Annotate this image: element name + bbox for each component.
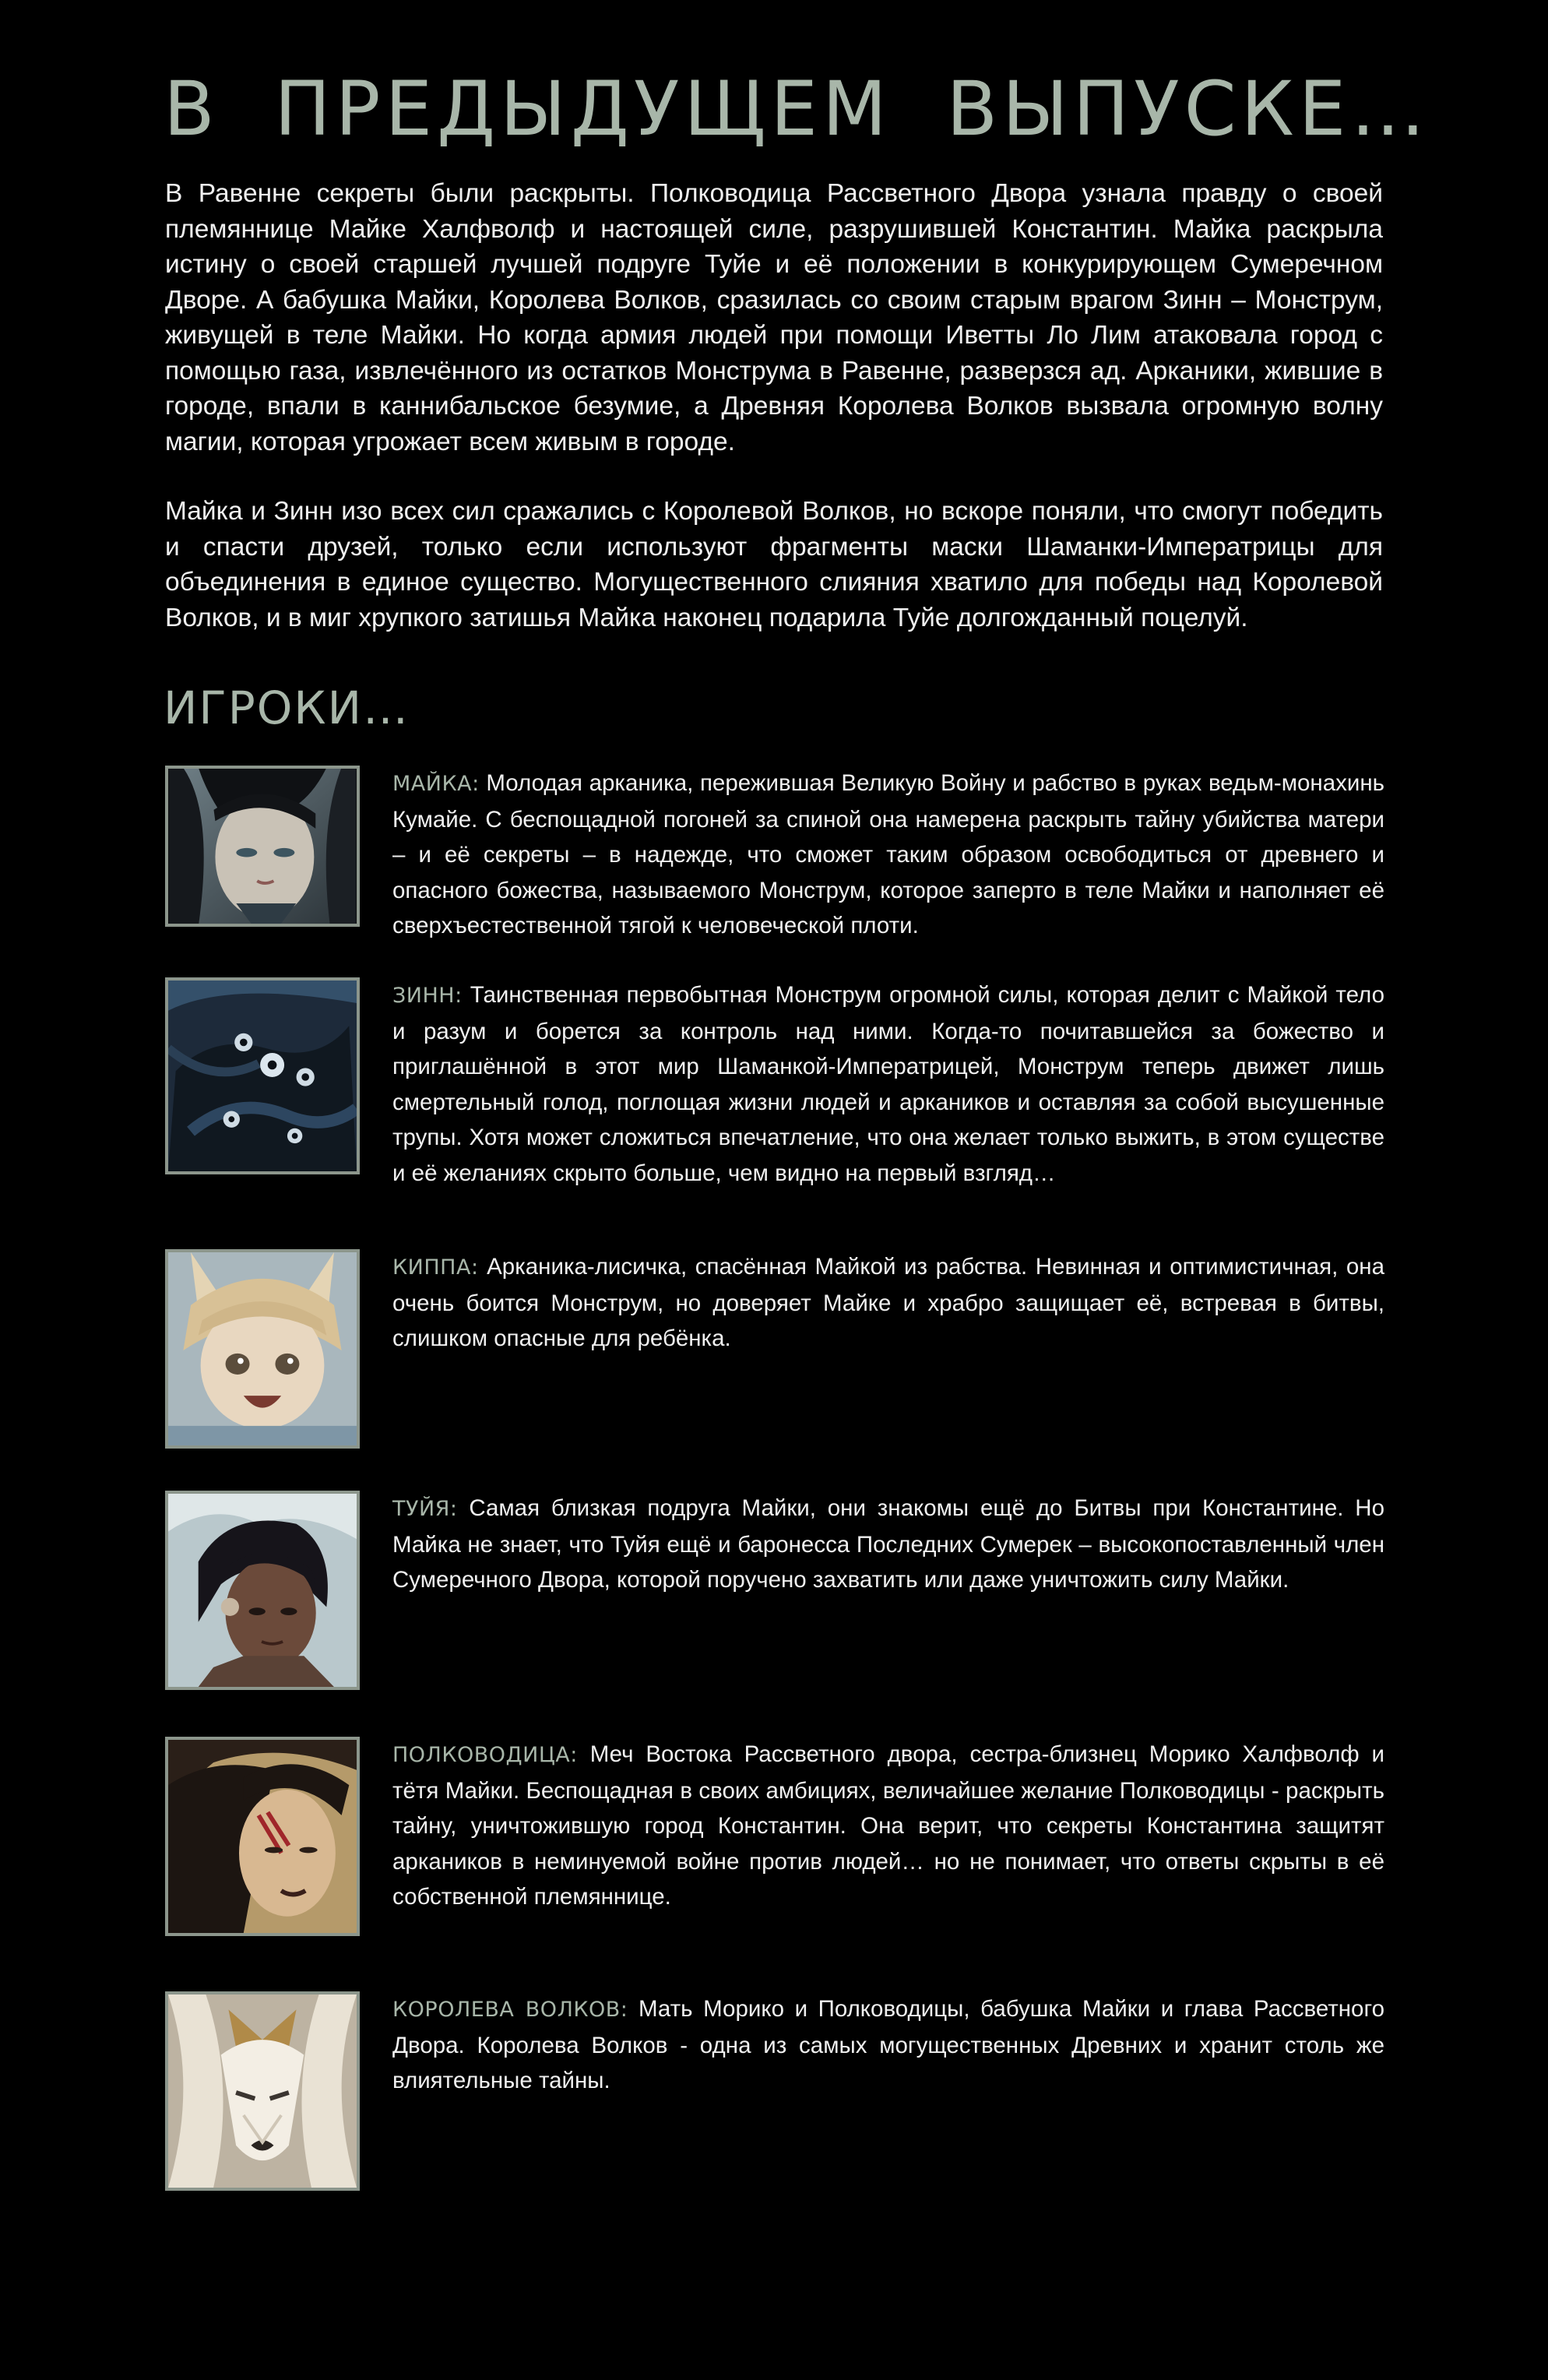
portrait-kippa	[165, 1249, 360, 1449]
player-text-kippa: Арканика-лисичка, спасённая Майкой из рабства. Невинная и оптимистичная, она очень боится Монструм, но доверяет Майке и храбро защищает её, встревая в битвы, слишком опасные для ребёнка.	[392, 1254, 1384, 1351]
portrait-wolf-queen-image	[168, 1994, 357, 2188]
player-text-tuiya: Самая близкая подруга Майки, они знакомы ещё до Битвы при Константине. Но Майка не знает, что Туйя ещё и баронесса Последних Сумерек – высокопоставленный член Сумеречного Двора, которой поручено захватить или даже уничтожить силу Майки.	[392, 1495, 1384, 1593]
portrait-wolf-queen	[165, 1991, 360, 2191]
player-description-polkovoditsa	[392, 1737, 1384, 1915]
player-description-kippa	[392, 1249, 1384, 1357]
player-name-tuiya: ТУЙЯ:	[392, 1497, 458, 1521]
player-description-wolf-queen	[392, 1991, 1384, 2099]
portrait-maika-image	[168, 769, 357, 924]
portrait-zinn	[165, 977, 360, 1174]
portrait-polkovoditsa	[165, 1737, 360, 1936]
player-name-polkovoditsa: ПОЛКОВОДИЦА:	[392, 1743, 578, 1767]
player-text-maika: Молодая арканика, пережившая Великую Войну и рабство в руках ведьм-монахинь Кумайе. С беспощадной погоней за спиной она намерена раскрыть тайну убийства матери – и её секреты – в надежде, что сможет таким образом освободиться от древнего и опасного божества, называемого Монструм, которое заперто в теле Майки и наполняет её сверхъестественной тягой к человеческой плоти.	[392, 770, 1385, 938]
player-description-maika	[392, 766, 1384, 944]
players-heading: ИГРОКИ…	[164, 681, 410, 734]
player-name-zinn: ЗИНН:	[392, 984, 463, 1008]
portrait-maika	[165, 766, 360, 927]
player-text-zinn: Таинственная первобытная Монструм огромной силы, которая делит с Майкой тело и разум и борется за контроль над ними. Когда-то почитавшейся за божество и приглашённой в этот мир Шаманкой-Императрицей, Монструм теперь движет лишь смертельный голод, поглощая жизни людей и аркаников и оставляя за собой высушенные трупы. Хотя может сложиться впечатление, что она желает только выжить, в этом существе и её желаниях скрыто больше, чем видно на первый взгляд…	[392, 982, 1384, 1186]
player-name-wolf-queen: КОРОЛЕВА ВОЛКОВ:	[392, 1998, 628, 2022]
player-name-maika: МАЙКА:	[392, 772, 480, 796]
player-text-wolf-queen: Мать Морико и Полководицы, бабушка Майки и глава Рассветного Двора. Королева Волков - одна из самых могущественных Древних и хранит столь же влиятельные тайны.	[392, 1996, 1384, 2093]
player-name-kippa: КИППА:	[392, 1255, 479, 1280]
portrait-tuiya-image	[168, 1494, 357, 1687]
recap-paragraph-1: В Равенне секреты были раскрыты. Полководица Рассветного Двора узнала правду о своей племяннице Майке Халфволф и настоящей силе, разрушившей Константин. Майка раскрыла истину о своей старшей лучшей подруге Туйе и её положении в конкурирующем Сумеречном Дворе. А бабушка Майки, Королева Волков, сразилась со своим старым врагом Зинн – Монструм, живущей в теле Майки. Но когда армия людей при помощи Иветты Ло Лим атаковала город с помощью газа, извлечённого из остатков Монструма в Равенне, разверзся ад. Арканики, жившие в городе, впали в каннибальское безумие, а Древняя Королева Волков вызвала огромную волну магии, которая угрожает всем живым в городе.	[165, 179, 1383, 456]
player-description-tuiya	[392, 1491, 1384, 1598]
portrait-tuiya	[165, 1491, 360, 1690]
recap-paragraph-2: Майка и Зинн изо всех сил сражались с Королевой Волков, но вскоре поняли, что смогут победить и спасти друзей, только если используют фрагменты маски Шаманки-Императрицы для объединения в единое существо. Могущественного слияния хватило для победы над Королевой Волков, и в миг хрупкого затишья Майка наконец подарила Туйе долгожданный поцелуй.	[165, 497, 1383, 632]
page-title: В ПРЕДЫДУЩЕМ ВЫПУСКЕ…	[164, 65, 1430, 153]
portrait-kippa-image	[168, 1252, 357, 1445]
portrait-polkovoditsa-image	[168, 1740, 357, 1933]
portrait-zinn-image	[168, 981, 357, 1171]
player-description-zinn	[392, 977, 1384, 1191]
player-text-polkovoditsa: Меч Востока Рассветного двора, сестра-близнец Морико Халфволф и тётя Майки. Беспощадная в своих амбициях, величайшее желание Полководицы - раскрыть тайну, уничтожившую город Константин. Она верит, что секреты Константина защитят аркаников в неминуемой войне против людей… но не понимает, что ответы скрыты в её собственной племяннице.	[392, 1741, 1384, 1910]
recap-text	[165, 176, 1383, 670]
